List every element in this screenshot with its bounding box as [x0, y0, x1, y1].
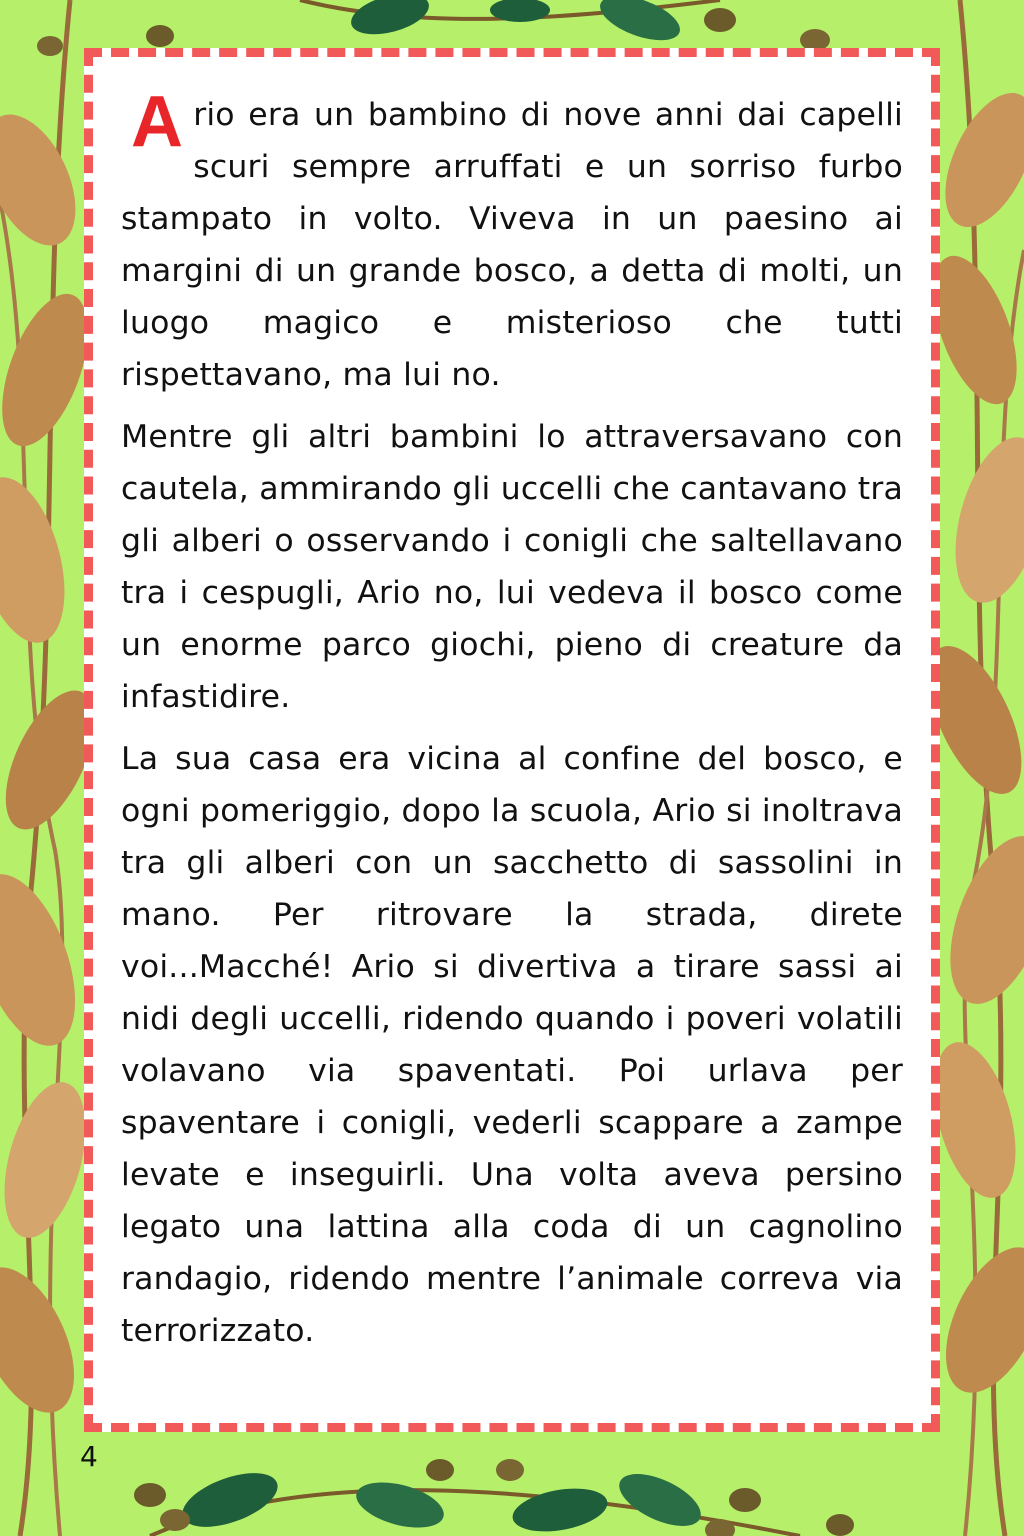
acorn-icon — [146, 25, 174, 47]
leaf-icon — [927, 80, 1024, 241]
paragraph-3: La sua casa era vicina al confine del bosco, e ogni pomeriggio, dopo la scuola, Ario si inoltrava tra gli alberi con un sacchetto di sassolini in mano. Per ritrovare la strada, direte voi...Macché! Ario si divertiva a tirare sassi ai nidi degli uccelli, ridendo quando i poveri volatili volavano via spaventati. Poi urlava per spaventare i conigli, vederli scappare a zampe levate e inseguirli. Una volta aveva persino legato una lattina alla coda di un cagnolino randagio, ridendo mentre l’animale correva via terrorizzato. — [121, 741, 903, 1349]
text-frame — [84, 48, 940, 1432]
acorn-icon — [426, 1459, 454, 1481]
acorn-icon — [704, 8, 736, 32]
drop-cap: A — [131, 82, 184, 162]
dark-leaf-icon — [351, 1474, 448, 1536]
acorn-icon — [134, 1483, 166, 1507]
acorn-icon — [496, 1459, 524, 1481]
acorn-icon — [729, 1488, 761, 1512]
leaf-icon — [0, 861, 95, 1059]
acorn-icon — [37, 36, 63, 56]
page-number: 4 — [80, 1440, 98, 1473]
acorn-icon — [826, 1514, 854, 1536]
dark-leaf-icon — [509, 1482, 610, 1536]
paragraph-2: Mentre gli altri bambini lo attraversavano con cautela, ammirando gli uccelli che cantavano tra gli alberi o osservando i conigli che saltellavano tra i cespugli, Ario no, lui vedeva il bosco come un enorme parco giochi, pieno di creature da infastidire. — [121, 419, 903, 715]
leaf-icon — [0, 468, 81, 653]
dark-leaf-icon — [612, 1463, 709, 1536]
dark-leaf-icon — [347, 0, 434, 42]
leaf-icon — [0, 100, 94, 259]
acorn-icon — [160, 1509, 190, 1531]
leaf-icon — [0, 1252, 94, 1427]
leaf-icon — [939, 428, 1024, 613]
paragraph-1-text: rio era un bambino di nove anni dai capelli scuri sempre arruffati e un sorriso furbo stampato in volto. Viveva in un paesino ai margini di un grande bosco, a detta di molti, un luogo magico e misterioso che tutti rispettavano, ma lui no. — [121, 97, 903, 393]
story-text — [121, 82, 903, 1367]
dark-leaf-icon — [175, 1462, 284, 1536]
paragraph-1 — [121, 82, 903, 401]
